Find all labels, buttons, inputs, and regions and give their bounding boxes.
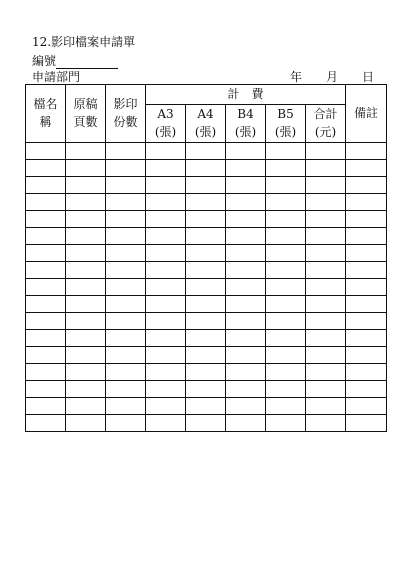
fee-col-size: B5 <box>277 106 294 121</box>
fee-col-unit: (元) <box>314 125 337 140</box>
table-cell[interactable] <box>146 159 186 176</box>
number-field-row <box>32 52 118 69</box>
table-cell[interactable] <box>226 380 266 397</box>
table-cell[interactable] <box>306 159 346 176</box>
table-cell[interactable] <box>346 346 387 363</box>
table-cell[interactable] <box>146 210 186 227</box>
table-cell[interactable] <box>266 261 306 278</box>
table-cell[interactable] <box>106 210 146 227</box>
table-cell[interactable] <box>346 363 387 380</box>
table-cell[interactable] <box>266 414 306 431</box>
table-cell[interactable] <box>26 380 66 397</box>
header-copies-line2: 份數 <box>113 115 138 130</box>
table-cell[interactable] <box>266 227 306 244</box>
table-row <box>26 227 387 244</box>
table-cell[interactable] <box>186 397 226 414</box>
table-cell[interactable] <box>146 397 186 414</box>
table-row <box>26 397 387 414</box>
table-cell[interactable] <box>106 414 146 431</box>
header-original-pages <box>66 85 106 143</box>
header-fee-col <box>266 104 306 142</box>
table-cell[interactable] <box>66 244 106 261</box>
table-cell[interactable] <box>186 227 226 244</box>
header-remarks: 備註 <box>346 85 387 143</box>
table-cell[interactable] <box>66 329 106 346</box>
table-cell[interactable] <box>346 193 387 210</box>
table-cell[interactable] <box>306 397 346 414</box>
table-cell[interactable] <box>186 159 226 176</box>
fee-col-unit: (張) <box>194 125 217 140</box>
table-cell[interactable] <box>106 312 146 329</box>
header-fee-col <box>226 104 266 142</box>
table-cell[interactable] <box>346 244 387 261</box>
department-label: 申請部門 <box>32 70 81 84</box>
table-cell[interactable] <box>26 176 66 193</box>
table-cell[interactable] <box>106 142 146 159</box>
table-cell[interactable] <box>346 159 387 176</box>
number-label: 編號 <box>32 54 57 68</box>
table-cell[interactable] <box>106 346 146 363</box>
table-cell[interactable] <box>226 142 266 159</box>
table-cell[interactable] <box>106 278 146 295</box>
table-row <box>26 142 387 159</box>
header-copies <box>106 85 146 143</box>
table-cell[interactable] <box>26 329 66 346</box>
table-cell[interactable] <box>306 227 346 244</box>
copy-request-table <box>25 84 387 432</box>
table-cell[interactable] <box>346 278 387 295</box>
table-cell[interactable] <box>186 312 226 329</box>
table-cell[interactable] <box>266 380 306 397</box>
table-cell[interactable] <box>346 176 387 193</box>
table-cell[interactable] <box>346 227 387 244</box>
table-row <box>26 244 387 261</box>
table-cell[interactable] <box>306 295 346 312</box>
form-title: 12.影印檔案申請單 <box>32 35 136 49</box>
table-cell[interactable] <box>226 295 266 312</box>
table-cell[interactable] <box>66 210 106 227</box>
table-cell[interactable] <box>26 142 66 159</box>
table-cell[interactable] <box>66 346 106 363</box>
table-cell[interactable] <box>66 380 106 397</box>
table-cell[interactable] <box>106 261 146 278</box>
table-cell[interactable] <box>226 329 266 346</box>
table-cell[interactable] <box>66 278 106 295</box>
table-cell[interactable] <box>306 261 346 278</box>
table-cell[interactable] <box>346 380 387 397</box>
table-cell[interactable] <box>26 363 66 380</box>
table-cell[interactable] <box>346 414 387 431</box>
table-cell[interactable] <box>66 176 106 193</box>
table-cell[interactable] <box>146 329 186 346</box>
table-cell[interactable] <box>146 295 186 312</box>
table-cell[interactable] <box>306 193 346 210</box>
table-cell[interactable] <box>146 346 186 363</box>
table-cell[interactable] <box>66 261 106 278</box>
table-cell[interactable] <box>306 329 346 346</box>
table-cell[interactable] <box>26 312 66 329</box>
table-cell[interactable] <box>146 278 186 295</box>
table-cell[interactable] <box>26 244 66 261</box>
header-fee-group: 計 費 <box>146 85 346 105</box>
table-cell[interactable] <box>346 142 387 159</box>
table-cell[interactable] <box>186 176 226 193</box>
table-cell[interactable] <box>66 414 106 431</box>
table-cell[interactable] <box>266 363 306 380</box>
table-cell[interactable] <box>226 414 266 431</box>
table-row <box>26 363 387 380</box>
header-file-name-line1: 檔名 <box>33 96 58 111</box>
table-cell[interactable] <box>266 312 306 329</box>
fee-col-size: A3 <box>157 106 174 121</box>
table-cell[interactable] <box>146 244 186 261</box>
table-row <box>26 261 387 278</box>
table-cell[interactable] <box>306 176 346 193</box>
date-year-label: 年 <box>289 70 302 84</box>
table-cell[interactable] <box>106 363 146 380</box>
table-cell[interactable] <box>226 244 266 261</box>
table-cell[interactable] <box>346 261 387 278</box>
table-cell[interactable] <box>106 159 146 176</box>
table-cell[interactable] <box>306 346 346 363</box>
table-cell[interactable] <box>306 142 346 159</box>
table-cell[interactable] <box>146 193 186 210</box>
table-cell[interactable] <box>66 193 106 210</box>
table-row <box>26 278 387 295</box>
table-cell[interactable] <box>106 193 146 210</box>
table-cell[interactable] <box>266 210 306 227</box>
table-cell[interactable] <box>306 210 346 227</box>
table-cell[interactable] <box>66 312 106 329</box>
table-cell[interactable] <box>226 278 266 295</box>
table-cell[interactable] <box>306 414 346 431</box>
fee-col-size: B4 <box>237 106 254 121</box>
table-cell[interactable] <box>146 312 186 329</box>
table-cell[interactable] <box>106 227 146 244</box>
table-cell[interactable] <box>26 278 66 295</box>
table-cell[interactable] <box>186 295 226 312</box>
table-cell[interactable] <box>106 176 146 193</box>
table-cell[interactable] <box>226 227 266 244</box>
table-cell[interactable] <box>266 176 306 193</box>
table-cell[interactable] <box>186 346 226 363</box>
table-cell[interactable] <box>26 414 66 431</box>
table-cell[interactable] <box>226 210 266 227</box>
table-cell[interactable] <box>186 363 226 380</box>
table-cell[interactable] <box>26 159 66 176</box>
table-cell[interactable] <box>146 363 186 380</box>
table-cell[interactable] <box>346 210 387 227</box>
table-cell[interactable] <box>266 397 306 414</box>
table-cell[interactable] <box>266 278 306 295</box>
date-month-label: 月 <box>325 70 338 84</box>
table-cell[interactable] <box>106 295 146 312</box>
table-row <box>26 380 387 397</box>
table-row <box>26 159 387 176</box>
table-row <box>26 329 387 346</box>
table-cell[interactable] <box>26 193 66 210</box>
table-row <box>26 346 387 363</box>
table-cell[interactable] <box>226 397 266 414</box>
table-cell[interactable] <box>226 346 266 363</box>
fee-col-unit: (張) <box>234 125 257 140</box>
table-cell[interactable] <box>66 142 106 159</box>
table-cell[interactable] <box>306 244 346 261</box>
table-cell[interactable] <box>26 295 66 312</box>
table-cell[interactable] <box>106 397 146 414</box>
table-cell[interactable] <box>306 380 346 397</box>
table-cell[interactable] <box>346 397 387 414</box>
table-row <box>26 312 387 329</box>
table-row <box>26 193 387 210</box>
fee-col-unit: (張) <box>274 125 297 140</box>
table-cell[interactable] <box>186 278 226 295</box>
table-cell[interactable] <box>346 312 387 329</box>
table-cell[interactable] <box>306 363 346 380</box>
table-cell[interactable] <box>186 210 226 227</box>
table-cell[interactable] <box>106 244 146 261</box>
table-cell[interactable] <box>186 414 226 431</box>
table-cell[interactable] <box>226 176 266 193</box>
table-cell[interactable] <box>266 295 306 312</box>
header-original-pages-line1: 原稿 <box>73 96 98 111</box>
date-field-row <box>290 68 374 85</box>
table-cell[interactable] <box>146 142 186 159</box>
header-file-name <box>26 85 66 143</box>
table-cell[interactable] <box>226 261 266 278</box>
table-cell[interactable] <box>346 329 387 346</box>
table-cell[interactable] <box>266 244 306 261</box>
department-field-row <box>32 68 120 85</box>
table-cell[interactable] <box>26 397 66 414</box>
table-cell[interactable] <box>106 329 146 346</box>
table-cell[interactable] <box>26 346 66 363</box>
table-cell[interactable] <box>226 363 266 380</box>
table-cell[interactable] <box>306 312 346 329</box>
fee-col-size: 合計 <box>313 106 338 121</box>
date-day-label: 日 <box>361 70 374 84</box>
table-cell[interactable] <box>26 210 66 227</box>
table-cell[interactable] <box>266 346 306 363</box>
table-cell[interactable] <box>106 380 146 397</box>
table-cell[interactable] <box>146 227 186 244</box>
table-cell[interactable] <box>226 159 266 176</box>
header-copies-line1: 影印 <box>113 96 138 111</box>
table-cell[interactable] <box>266 159 306 176</box>
table-row <box>26 176 387 193</box>
table-cell[interactable] <box>66 397 106 414</box>
table-cell[interactable] <box>26 227 66 244</box>
table-row <box>26 295 387 312</box>
fee-col-unit: (張) <box>154 125 177 140</box>
table-cell[interactable] <box>146 380 186 397</box>
header-fee-col <box>146 104 186 142</box>
table-cell[interactable] <box>146 261 186 278</box>
table-cell[interactable] <box>306 278 346 295</box>
table-cell[interactable] <box>186 380 226 397</box>
table-cell[interactable] <box>186 329 226 346</box>
header-original-pages-line2: 頁數 <box>73 115 98 130</box>
table-cell[interactable] <box>266 329 306 346</box>
table-cell[interactable] <box>146 414 186 431</box>
header-file-name-line2: 稱 <box>39 115 52 130</box>
table-cell[interactable] <box>226 312 266 329</box>
table-cell[interactable] <box>66 295 106 312</box>
header-fee-col <box>306 104 346 142</box>
table-row <box>26 210 387 227</box>
table-cell[interactable] <box>26 261 66 278</box>
table-cell[interactable] <box>66 159 106 176</box>
table-cell[interactable] <box>186 261 226 278</box>
table-cell[interactable] <box>66 227 106 244</box>
table-cell[interactable] <box>186 142 226 159</box>
table-row <box>26 414 387 431</box>
table-cell[interactable] <box>186 193 226 210</box>
table-cell[interactable] <box>146 176 186 193</box>
header-fee-col <box>186 104 226 142</box>
fee-col-size: A4 <box>197 106 214 121</box>
table-cell[interactable] <box>66 363 106 380</box>
table-cell[interactable] <box>346 295 387 312</box>
table-cell[interactable] <box>266 142 306 159</box>
table-cell[interactable] <box>226 193 266 210</box>
table-cell[interactable] <box>186 244 226 261</box>
table-cell[interactable] <box>266 193 306 210</box>
